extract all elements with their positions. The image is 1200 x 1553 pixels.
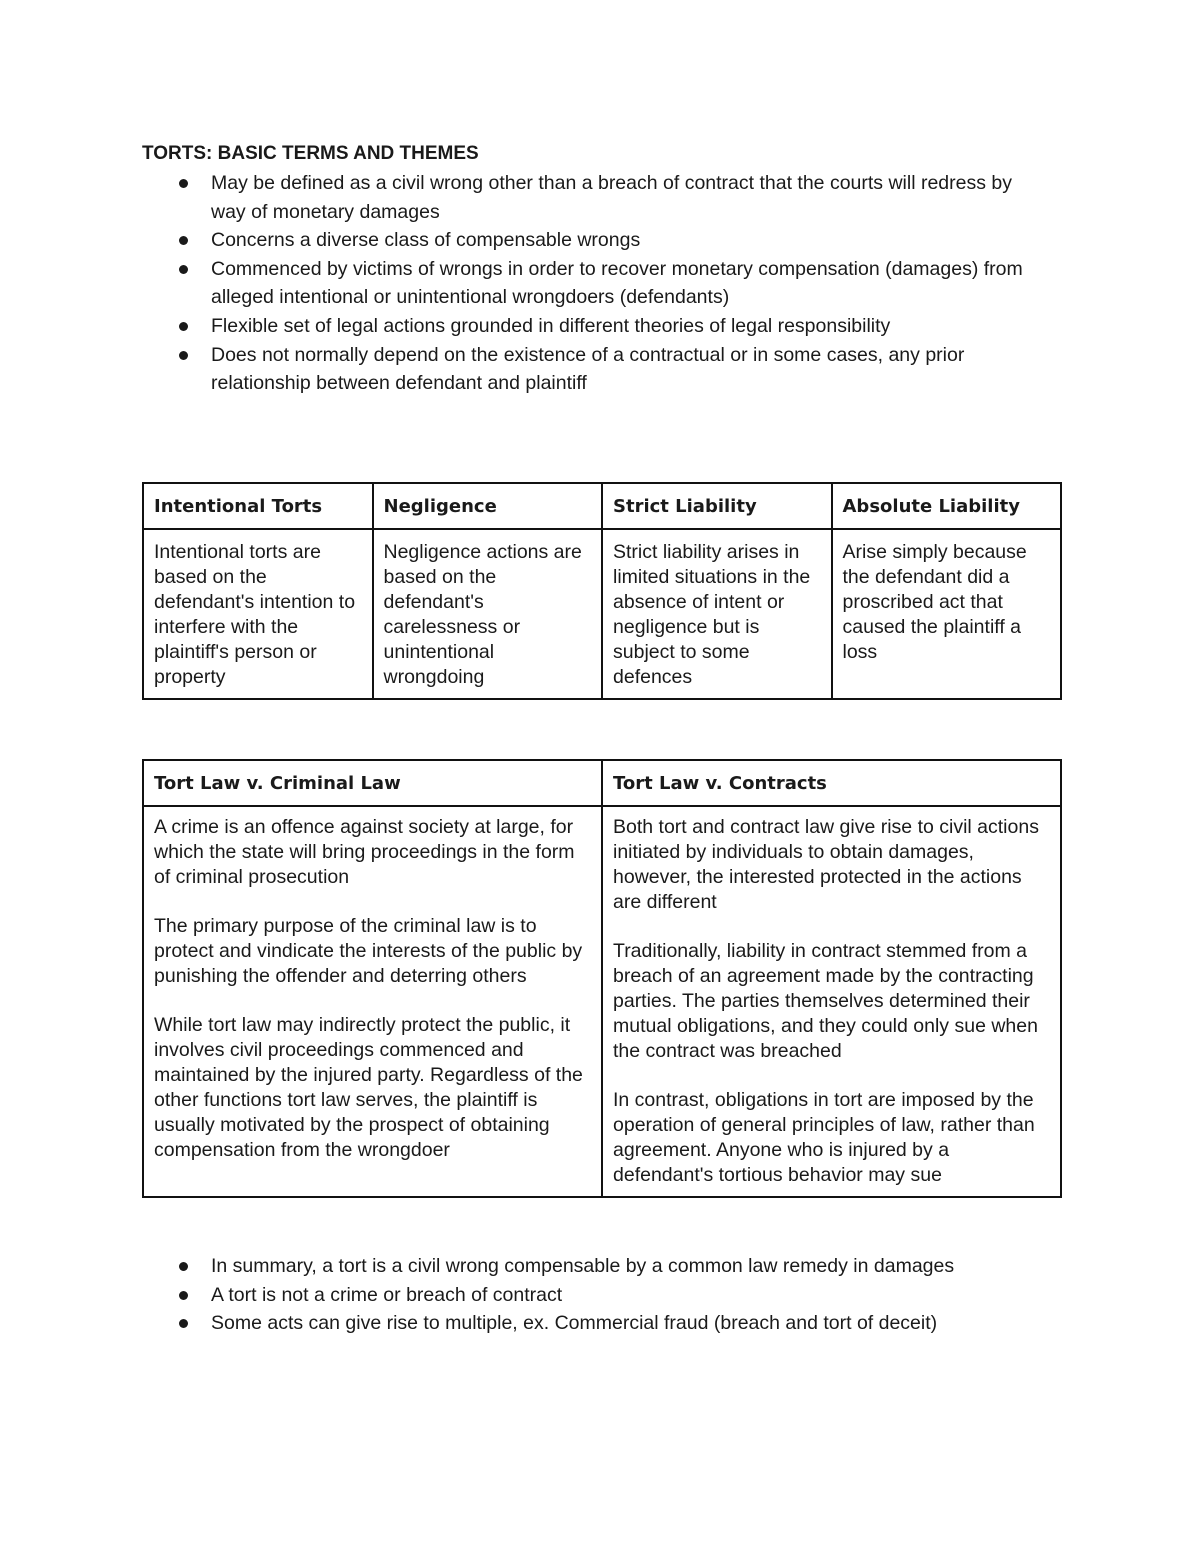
bullet-item: A tort is not a crime or breach of contract: [142, 1281, 1052, 1310]
tort-types-table: [142, 482, 1062, 700]
cell-absolute-liability: Arise simply because the defendant did a proscribed act that caused the plaintiff a loss: [832, 529, 1062, 699]
cell-criminal-law: [143, 806, 602, 1197]
summary-bullet-list: [142, 1252, 1052, 1338]
paragraph: While tort law may indirectly protect the public, it involves civil proceedings commenced and maintained by the injured party. Regardless of the other functions tort law serves, the plaintiff is usually motivated by the prospect of obtaining compensation from the wrongdoer: [154, 1014, 583, 1161]
bullet-item: Concerns a diverse class of compensable wrongs: [142, 226, 1052, 255]
bullet-item: May be defined as a civil wrong other than a breach of contract that the courts will redress by way of monetary damages: [142, 169, 1052, 226]
cell-contracts: [602, 806, 1061, 1197]
header-negligence: Negligence: [373, 483, 603, 529]
paragraph: A crime is an offence against society at large, for which the state will bring proceedings in the form of criminal prosecution: [154, 816, 575, 888]
header-absolute-liability: Absolute Liability: [832, 483, 1062, 529]
header-strict-liability: Strict Liability: [602, 483, 832, 529]
table-row: [143, 529, 1061, 699]
comparison-table: [142, 759, 1062, 1198]
table-row: [143, 806, 1061, 1197]
paragraph: In contrast, obligations in tort are imposed by the operation of general principles of law, rather than agreement. Anyone who is injured by a defendant's tortious behavior may sue: [613, 1089, 1035, 1186]
paragraph: The primary purpose of the criminal law is to protect and vindicate the interests of the public by punishing the offender and deterring others: [154, 915, 583, 987]
paragraph: Traditionally, liability in contract stemmed from a breach of an agreement made by the contracting parties. The parties themselves determined their mutual obligations, and they could only sue when the contract was breached: [613, 940, 1038, 1062]
cell-negligence: Negligence actions are based on the defendant's carelessness or unintentional wrongdoing: [373, 529, 603, 699]
paragraph: Both tort and contract law give rise to civil actions initiated by individuals to obtain damages, however, the interested protected in the actions are different: [613, 816, 1039, 913]
bullet-item: In summary, a tort is a civil wrong compensable by a common law remedy in damages: [142, 1252, 1052, 1281]
header-tort-vs-criminal: Tort Law v. Criminal Law: [143, 760, 602, 806]
cell-strict-liability: Strict liability arises in limited situations in the absence of intent or negligence but is subject to some defences: [602, 529, 832, 699]
bullet-item: Some acts can give rise to multiple, ex. Commercial fraud (breach and tort of deceit): [142, 1309, 1052, 1338]
table-header-row: [143, 760, 1061, 806]
header-intentional-torts: Intentional Torts: [143, 483, 373, 529]
table-header-row: [143, 483, 1061, 529]
header-tort-vs-contracts: Tort Law v. Contracts: [602, 760, 1061, 806]
bullet-item: Does not normally depend on the existence of a contractual or in some cases, any prior relationship between defendant and plaintiff: [142, 341, 1052, 398]
intro-bullet-list: [142, 169, 1052, 398]
cell-intentional-torts: Intentional torts are based on the defendant's intention to interfere with the plaintiff's person or property: [143, 529, 373, 699]
bullet-item: Flexible set of legal actions grounded in different theories of legal responsibility: [142, 312, 1052, 341]
page-title: TORTS: BASIC TERMS AND THEMES: [142, 143, 479, 164]
bullet-item: Commenced by victims of wrongs in order to recover monetary compensation (damages) from alleged intentional or unintentional wrongdoers (defendants): [142, 255, 1052, 312]
